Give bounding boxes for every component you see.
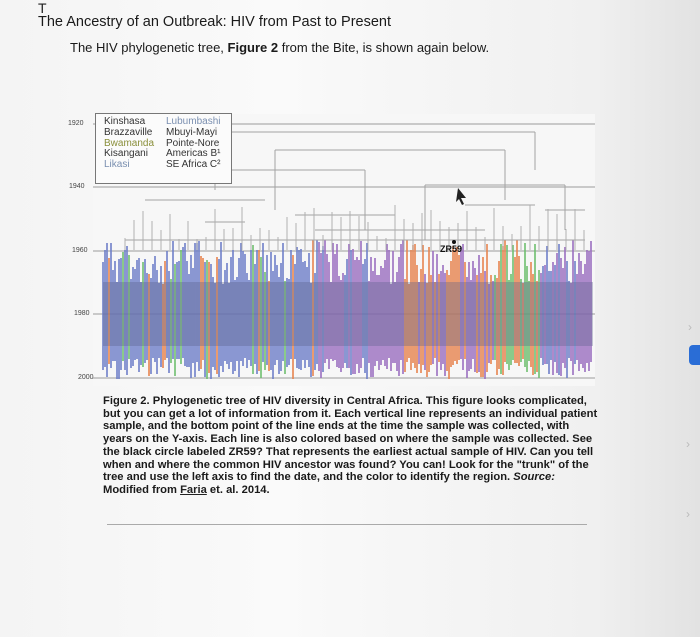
y-axis-label-1960: 1960 xyxy=(72,247,88,254)
caption-source-name: Faria xyxy=(180,483,207,496)
intro-prefix: The HIV phylogenetic tree, xyxy=(70,40,228,55)
answer-line xyxy=(107,524,587,525)
legend-item: Pointe-Nore xyxy=(166,137,220,149)
caption-source-label: Source: xyxy=(513,471,555,484)
side-tab[interactable] xyxy=(689,345,700,365)
intro-suffix: from the Bite, is shown again below. xyxy=(278,40,490,55)
caption-source-pre: Modified from xyxy=(103,483,181,496)
y-axis-label-1980: 1980 xyxy=(74,310,90,317)
dense-band xyxy=(103,282,593,346)
legend-item: SE Africa C² xyxy=(166,159,221,171)
legend-item: Kisangani xyxy=(104,148,148,160)
caption-lead: Figure 2. Phylogenetic tree of HIV diversity in Central Africa. xyxy=(103,395,423,407)
figure-legend xyxy=(95,113,232,184)
legend-item: Mbuyi-Mayi xyxy=(166,126,218,138)
legend-item: Kinshasa xyxy=(104,116,146,127)
y-axis-label-2000: 2000 xyxy=(78,374,94,381)
caption-body: This figure looks complicated, but you can get a lot of information from it. Each vertical line represents an individual patient sample, and the bottom point of the line ends at the time the sample was collected, with years on the Y-axis. Each line is also colored based on where the sample was collected. See the black circle labeled ZR59? That represents the earliest actual sample of HIV. Can you tell when and where the common HIV ancestor was found? You can! Look for the "trunk" of the tree and use the left axis to find the date, and the color to identify the region. xyxy=(103,395,598,484)
legend-item: Brazzaville xyxy=(104,126,153,138)
y-axis-label-1920: 1920 xyxy=(68,120,84,127)
zr59-label: ZR59 xyxy=(440,244,463,254)
legend-row xyxy=(104,128,227,139)
caption-source-post: et. al. 2014. xyxy=(206,483,270,496)
page-title: The Ancestry of an Outbreak: HIV from Past to Present xyxy=(38,14,391,30)
text-mark: T xyxy=(38,0,47,16)
legend-item: Likasi xyxy=(104,159,130,171)
chevron-right-icon[interactable]: › xyxy=(688,320,692,334)
figure-caption xyxy=(103,395,599,497)
intro-text xyxy=(70,40,489,55)
chevron-right-icon[interactable]: › xyxy=(686,437,690,451)
legend-item: Americas B¹ xyxy=(166,148,221,160)
legend-row xyxy=(104,160,227,171)
legend-item: Lubumbashi xyxy=(166,116,221,127)
y-axis-label-1940: 1940 xyxy=(69,183,85,190)
intro-figure-ref: Figure 2 xyxy=(227,40,279,55)
chevron-right-icon[interactable]: › xyxy=(686,507,690,521)
legend-item: Bwamanda xyxy=(104,137,155,149)
